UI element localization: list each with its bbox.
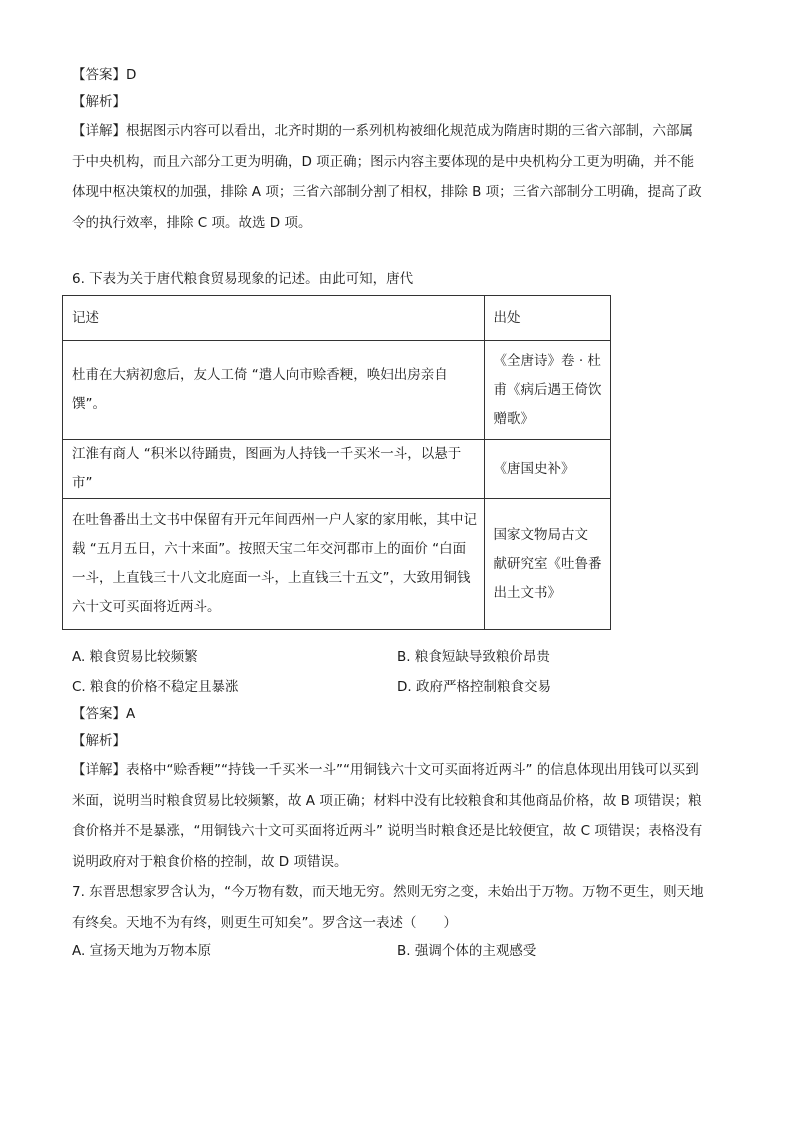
record-line: 载 “五月五日，六十来面”。按照天宝二年交河郡市上的面价 “白面 — [72, 541, 467, 557]
table-cell-record — [63, 499, 485, 630]
q6-detail-line: 【详解】表格中“赊香粳”“持钱一千买米一斗”“用铜钱六十文可买面将近两斗” 的信息体现出用钱可以买到 — [72, 762, 699, 778]
record-line: 江淮有商人 “积米以待踊贵，图画为人持钱一千买米一斗，以悬于市” — [72, 446, 462, 491]
table-header-cell: 记述 — [63, 296, 485, 341]
option-b[interactable]: B. 粮食短缺导致粮价昂贵 — [397, 649, 550, 665]
source-line: 甫《病后遇王倚饮 — [493, 381, 602, 398]
record-line: 一斗，上直钱三十八文北庭面一斗，上直钱三十五文”，大致用铜钱 — [72, 570, 471, 586]
table-row — [63, 341, 611, 440]
q5-analysis-label: 【解析】 — [72, 94, 126, 110]
q5-detail-line: 体现中枢决策权的加强，排除 A 项；三省六部制分割了相权，排除 B 项；三省六部制分工明确，提高了政 — [72, 184, 702, 200]
table-header-row — [63, 296, 611, 341]
option-a[interactable]: A. 宣扬天地为万物本原 — [72, 943, 212, 959]
q6-detail — [72, 755, 722, 877]
q6-answer: 【答案】A — [72, 706, 136, 722]
q6-detail-line: 说明政府对于粮食价格的控制，故 D 项错误。 — [72, 853, 348, 870]
source-line: 赠歌》 — [493, 410, 535, 427]
q5-detail-line: 于中央机构，而且六部分工更为明确，D 项正确；图示内容主要体现的是中央机构分工更为明确，并不能 — [72, 153, 695, 170]
source-line: 国家文物局古文 — [493, 526, 589, 543]
source-line: 《全唐诗》卷 · 杜 — [493, 352, 601, 369]
q5-answer: 【答案】D — [72, 67, 137, 83]
exam-page — [72, 62, 722, 965]
option-a[interactable]: A. 粮食贸易比较频繁 — [72, 649, 198, 665]
table-cell-source — [484, 440, 610, 499]
q6-options — [72, 644, 722, 701]
q5-detail-line: 令的执行效率，排除 C 项。故选 D 项。 — [72, 214, 312, 231]
q6-detail-line: 米面，说明当时粮食贸易比较频繁，故 A 项正确；材料中没有比较粮食和其他商品价格，故 B 项错误；粮 — [72, 792, 702, 809]
q7-stem — [72, 877, 722, 938]
record-line: 杜甫在大病初愈后，友人工倚 “遣人向市赊香粳，唤妇出房亲自馔”。 — [72, 367, 448, 412]
option-c[interactable]: C. 粮食的价格不稳定且暴涨 — [72, 679, 239, 695]
q6-analysis-label: 【解析】 — [72, 733, 126, 749]
option-b[interactable]: B. 强调个体的主观感受 — [397, 943, 537, 959]
table-cell-source — [484, 499, 610, 630]
option-d[interactable]: D. 政府严格控制粮食交易 — [397, 679, 551, 695]
record-line: 六十文可买面将近两斗。 — [72, 599, 221, 615]
source-line: 出土文书》 — [493, 584, 562, 601]
table-header-cell: 出处 — [484, 296, 610, 341]
q6-stem: 6. 下表为关于唐代粮食贸易现象的记述。由此可知，唐代 — [72, 271, 414, 287]
table-row — [63, 440, 611, 499]
source-line: 献研究室《吐鲁番 — [493, 555, 602, 572]
q5-detail-line: 【详解】根据图示内容可以看出，北齐时期的一系列机构被细化规范成为隋唐时期的三省六部制，六部属 — [72, 123, 693, 139]
q7-options — [72, 938, 722, 965]
q6-records-table — [62, 295, 611, 630]
q5-detail — [72, 116, 722, 238]
table-row — [63, 499, 611, 630]
q7-stem-line: 有终矣。天地不为有终，则更生可知矣”。罗含这一表述（ ） — [72, 914, 457, 931]
q6-detail-line: 食价格并不是暴涨，“用铜钱六十文可买面将近两斗” 说明当时粮食还是比较便宜，故 C 项错误；表格没有 — [72, 823, 703, 839]
table-cell-record — [63, 341, 485, 440]
table-cell-source — [484, 341, 610, 440]
record-line: 在吐鲁番出土文书中保留有开元年间西州一户人家的家用帐，其中记 — [72, 512, 477, 528]
q7-stem-line: 7. 东晋思想家罗含认为，“今万物有数，而天地无穷。然则无穷之变，未始出于万物。万物不更生，则天地 — [72, 884, 704, 900]
source-line: 《唐国史补》 — [493, 460, 575, 477]
table-cell-record — [63, 440, 485, 499]
